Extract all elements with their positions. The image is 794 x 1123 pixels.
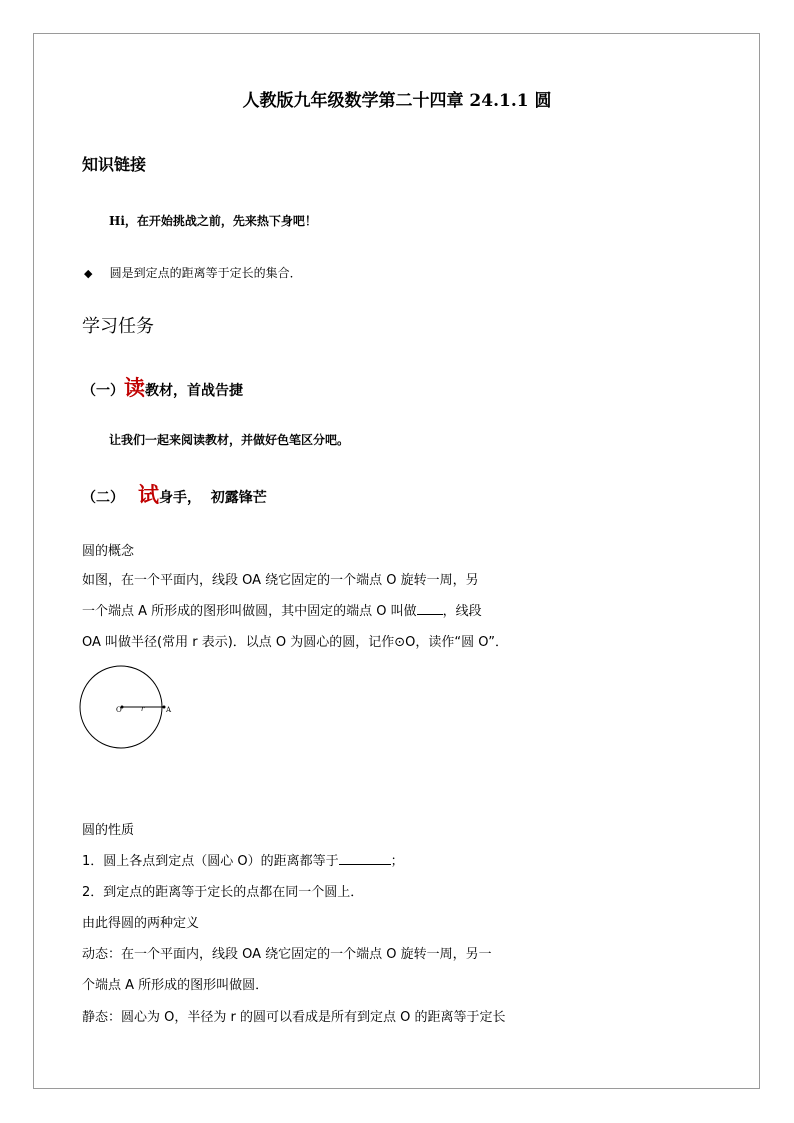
concept-line-2-start: 一个端点 A 所形成的图形叫做圆，其中固定的端点 O 叫做 bbox=[82, 604, 417, 619]
dynamic-definition-line-2: 个端点 A 所形成的图形叫做圆． bbox=[82, 978, 269, 993]
diamond-bullet-icon: ◆ bbox=[84, 267, 93, 280]
warmup-text: Hi，在开始挑战之前，先来热下身吧！ bbox=[109, 214, 317, 228]
property-2: 2．到定点的距离等于定长的点都在同一个圆上． bbox=[82, 885, 364, 900]
concept-line-2-end: ，线段 bbox=[442, 604, 482, 619]
answer-blank-radius bbox=[339, 852, 391, 865]
task1-red-char: 读 bbox=[124, 375, 145, 400]
concept-line-2 bbox=[82, 600, 482, 619]
tasks-heading: 学习任务 bbox=[82, 316, 154, 337]
label-a: A bbox=[166, 706, 172, 714]
properties-heading: 圆的性质 bbox=[82, 823, 135, 838]
task1-heading bbox=[82, 372, 243, 402]
concept-line-1: 如图，在一个平面内，线段 OA 绕它固定的一个端点 O 旋转一周，另 bbox=[82, 573, 479, 588]
label-o: O bbox=[116, 706, 122, 714]
circle-figure bbox=[76, 664, 176, 754]
answer-blank-center bbox=[417, 602, 443, 615]
task1-rest: 教材，首战告捷 bbox=[145, 383, 243, 399]
definitions-heading: 由此得圆的两种定义 bbox=[82, 916, 200, 931]
task1-prefix: （一） bbox=[82, 383, 124, 399]
property-1 bbox=[82, 850, 404, 869]
label-r: r bbox=[141, 705, 145, 713]
task1-instruction: 让我们一起来阅读教材，并做好色笔区分吧。 bbox=[109, 433, 350, 447]
task2-heading bbox=[82, 479, 267, 509]
property-1-end: ； bbox=[390, 854, 404, 869]
bullet-row bbox=[84, 262, 302, 281]
property-1-text: 1．圆上各点到定点（圆心 O）的距离都等于 bbox=[82, 854, 339, 869]
bullet-text: 圆是到定点的距离等于定长的集合． bbox=[109, 266, 302, 280]
task2-prefix: （二） bbox=[82, 490, 124, 506]
dynamic-definition-line-1: 动态：在一个平面内，线段 OA 绕它固定的一个端点 O 旋转一周，另一 bbox=[82, 947, 492, 962]
knowledge-heading: 知识链接 bbox=[82, 155, 147, 174]
concept-line-3: OA 叫做半径(常用 r 表示)．以点 O 为圆心的圆，记作⊙O，读作“圆 O”． bbox=[82, 635, 509, 650]
static-definition-line-1: 静态：圆心为 O，半径为 r 的圆可以看成是所有到定点 O 的距离等于定长 bbox=[82, 1010, 506, 1025]
task2-red-char: 试 bbox=[138, 482, 159, 507]
concept-heading: 圆的概念 bbox=[82, 544, 135, 559]
task2-rest: 身手， 初露锋芒 bbox=[159, 490, 267, 506]
document-title: 人教版九年级数学第二十四章 24.1.1 圆 bbox=[242, 91, 552, 111]
